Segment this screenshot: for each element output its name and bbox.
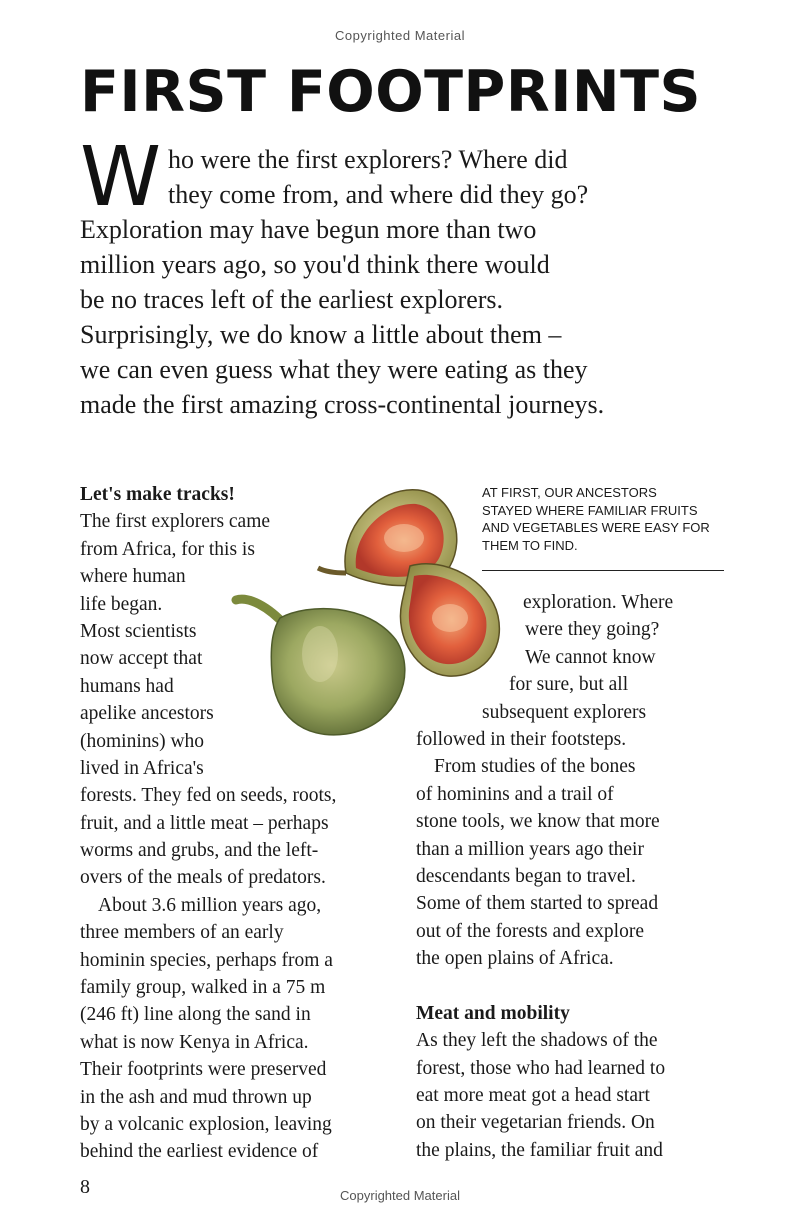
body-line: overs of the meals of predators. [80,867,326,889]
right-column [416,589,736,1164]
intro-line: ho were the first explorers? Where did [168,145,568,174]
intro-line: million years ago, so you'd think there would [80,250,550,279]
caption-line: STAYED WHERE FAMILIAR FRUITS [482,502,698,518]
body-line: where human [80,566,186,588]
caption-line: AND VEGETABLES WERE EASY FOR [482,520,710,535]
body-line: exploration. Where [523,592,674,613]
body-line: (246 ft) line along the sand in [80,1004,311,1026]
body-line: family group, walked in a 75 m [80,977,326,999]
body-line: Their footprints were preserved [80,1059,327,1081]
body-line: by a volcanic explosion, leaving [80,1113,332,1135]
subheading-meat-and-mobility: Meat and mobility [416,1002,570,1024]
left-column [80,481,400,1166]
body-line: As they left the shadows of the [416,1030,658,1052]
blank-line [416,972,736,999]
page-number: 8 [80,1176,90,1198]
body-line: hominin species, perhaps from a [80,949,333,971]
body-line: now accept that [80,648,203,670]
intro-line: be no traces left of the earliest explorers. [80,285,504,314]
intro-line: we can even guess what they were eating as they [80,355,588,384]
body-line: followed in their footsteps. [416,728,627,750]
body-line: were they going? [525,619,660,641]
subheading-lets-make-tracks: Let's make tracks! [80,484,235,505]
body-line: forest, those who had learned to [416,1057,666,1079]
body-line: We cannot know [525,646,656,668]
body-line: worms and grubs, and the left- [80,840,319,862]
body-line: what is now Kenya in Africa. [80,1031,309,1053]
body-line: The first explorers came [80,511,271,533]
body-line: forests. They fed on seeds, roots, [80,785,337,807]
body-line: on their vegetarian friends. On [416,1112,655,1134]
intro-line: Exploration may have begun more than two [80,215,537,244]
caption-line: AT FIRST, OUR ANCESTORS [482,485,657,500]
body-line: than a million years ago their [416,838,644,860]
body-line: lived in Africa's [80,757,204,779]
body-line: out of the forests and explore [416,920,644,942]
body-line: subsequent explorers [482,701,647,723]
body-line: descendants began to travel. [416,865,636,887]
figure-caption [482,484,732,554]
body-line: fruit, and a little meat – perhaps [80,812,329,834]
body-line: (hominins) who [80,730,205,752]
body-line: stone tools, we know that more [416,811,660,833]
body-line: from Africa, for this is [80,538,255,560]
body-line: From studies of the bones [434,756,636,778]
intro-line: Surprisingly, we do know a little about them – [80,320,562,349]
body-line: in the ash and mud thrown up [80,1086,312,1108]
body-line: About 3.6 million years ago, [98,894,322,916]
body-line: life began. [80,593,163,615]
body-line: humans had [80,675,174,697]
body-line: apelike ancestors [80,703,214,725]
drop-cap: W [80,130,162,225]
body-line: Most scientists [80,620,197,642]
intro-line: made the first amazing cross-continental journeys. [80,390,605,419]
body-line: the open plains of Africa. [416,948,614,970]
body-line: behind the earliest evidence of [80,1141,319,1163]
body-line: eat more meat got a head start [416,1085,650,1107]
body-line: for sure, but all [509,674,629,696]
intro-line: they come from, and where did they go? [168,180,589,209]
body-line: the plains, the familiar fruit and [416,1139,663,1161]
caption-rule [482,570,724,571]
body-line: Some of them started to spread [416,893,659,915]
page-title: FIRST FOOTPRINTS [80,59,702,125]
body-line: of hominins and a trail of [416,783,614,805]
copyright-footer: Copyrighted Material [340,1188,460,1203]
running-header: Copyrighted Material [335,28,465,43]
caption-line: THEM TO FIND. [482,537,578,553]
body-line: three members of an early [80,922,284,944]
intro-paragraph [80,130,720,422]
